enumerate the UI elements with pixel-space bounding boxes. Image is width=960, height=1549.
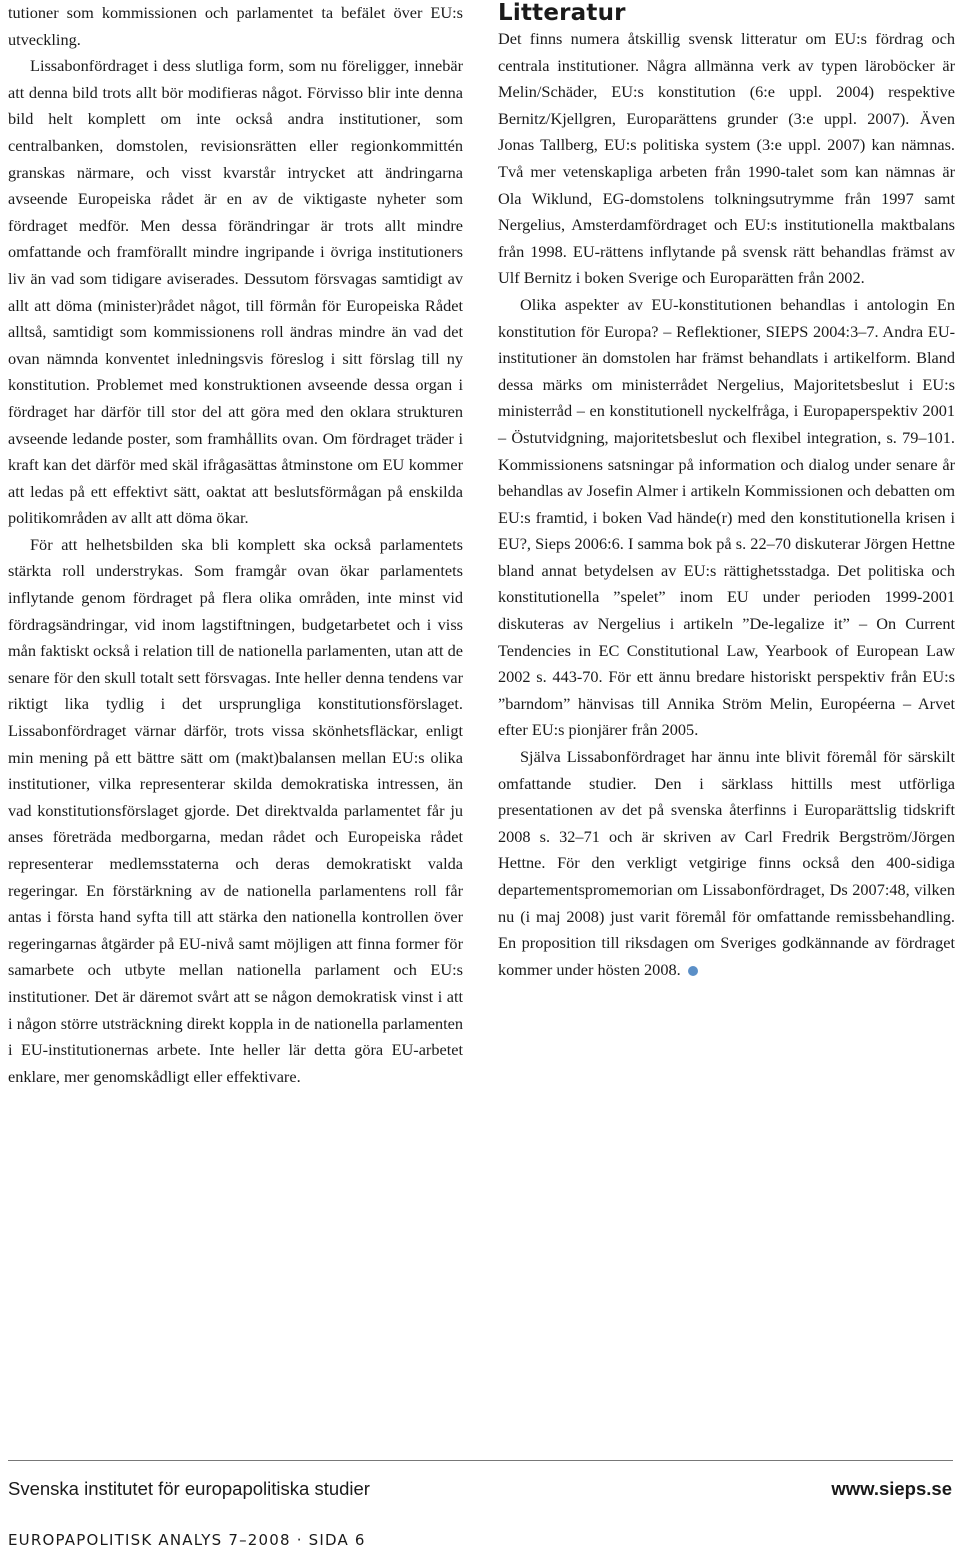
end-marker-icon — [688, 966, 698, 976]
section-heading: Litteratur — [498, 0, 626, 26]
footer-url-link[interactable]: www.sieps.se — [831, 1478, 952, 1499]
paragraph: tutioner som kommissionen och parlamentet ta befälet över EU:s utveckling. — [8, 3, 463, 49]
paragraph: Lissabonfördraget i dess slutliga form, som nu föreligger, innebär att denna bild trots allt bör modifieras något. Förvisso blir inte denna bild helt komplett om inte också andra institutioner, som centralbanken, domstolen, revisionsrätten eller regionkommittén granskas närmare, och visst kvarstår intrycket att ändringarna avseende Europeiska rådet är en av de viktigaste nyheter som fördraget medför. Men dessa förändringar är trots allt mindre omfattande och framförallt mindre ingripande i övriga institutioners liv än vad som tidigare aviserades. Dessutom försvagas samtidigt av allt att döma (minister)rådet något, till förmån för Europeiska Rådet alltså, samtidigt som kommissionens roll ändras mindre än vad det ovan nämnda konventet inledningsvis föreslog i sitt förslag till ny konstitution. Problemet med konstruktionen avseende dessa organ i fördraget har därför till stor del att göra med den oklara strukturen avseende ledande poster, som framhållits ovan. Om fördraget träder i kraft kan det därför med skäl ifrågasättas åtminstone om EU kommer att ledas på ett effektivt sätt, oaktat att beslutsförmågan på enskilda politikområden av allt att döma ökar. — [8, 56, 463, 528]
left-column — [8, 0, 463, 1090]
paragraph: Olika aspekter av EU-konstitutionen behandlas i antologin En konstitution för Europa? – Reflektioner, SIEPS 2004:3–7. Andra EU-institutioner än domstolen har främst behandlats i artikelform. Bland dessa märks om ministerrådet Nergelius, Majoritetsbeslut i EU:s ministerråd – en konstitutionell nyckelfråga, i Europaperspektiv 2001 – Östutvidgning, majoritetsbeslut och flexibel integration, s. 79–101. Kommissionens satsningar på information och dialog under senare år behandlas av Josefin Almer i artikeln Kommissionen och debatten om EU:s framtid, i boken Vad hände(r) med den konstitutionella krisen i EU?, Sieps 2006:6. I samma bok på s. 22–70 diskuterar Jörgen Hettne bland annat betydelsen av EU:s rättighetsstadga. Det politiska och konstitutionella ”spelet” inom EU under perioden 1999-2001 diskuteras av Nergelius i artikeln ”De-legalize it” – On Current Tendencies in EC Constitutional Law, Yearbook of European Law 2002 s. 443-70. För ett ännu bredare historiskt perspektiv från EU:s ”barndom” hänvisas till Annika Ström Melin, Européerna – Arvet efter EU:s pionjärer från 2005. — [498, 294, 955, 740]
running-footer: EUROPAPOLITISK ANALYS 7–2008 · SIDA 6 — [8, 1531, 366, 1549]
footer-institute: Svenska institutet för europapolitiska studier — [8, 1478, 370, 1499]
paragraph-text: Själva Lissabonfördraget har ännu inte blivit föremål för särskilt omfattande studier. Den i särklass hittills mest utförliga presentationen av det på svenska återfinns i Europarättslig tidskrift 2008 s. 32–71 och är skriven av Carl Fredrik Bergström/Jörgen Hettne. För den verkligt vetgirige finns också den 400-sidiga departementspromemorian om Lissabonfördraget, Ds 2007:48, vilken nu (i maj 2008) just varit föremål för omfattande remissbehandling. En proposition till riksdagen om Sveriges godkännande av fördraget kommer under hösten 2008. — [498, 747, 955, 979]
footer-divider — [8, 1460, 953, 1461]
paragraph: För att helhetsbilden ska bli komplett ska också parlamentets stärkta roll understrykas. Som framgår ovan ökar parlamentets inflytande genom fördraget på flera olika områden, inte minst vid fördragsändringar, vid inom lagstiftningen, budgetarbetet och i viss mån faktiskt också i relation till de nationella parlamenten, utan att de senare för den skull totalt sett försvagas. Inte heller denna tendens var riktigt lika tydlig i det ursprungliga konstitutionsförslaget. Lissabonfördraget värnar därför, trots vissa skönhetsfläckar, enligt min mening på ett bättre sätt om (makt)balansen mellan EU:s olika institutioner, vilka representerar skilda demokratiska intressen, än vad konstitutionsförslaget gjorde. Det direktvalda parlamentet får ju anses företräda medborgarna, medan rådet och Europeiska rådet representerar medlemsstaterna och deras demokratiskt valda regeringar. En förstärkning av de nationella parlamentens roll får antas i första hand syfta till att stärka den nationella kontrollen över regeringarnas åtgärder på EU-nivå samt möjligen att finna former för samarbete och utbyte mellan nationella parlament och EU:s institutioner. Det är däremot svårt att se någon demokratisk vinst i att i någon större utsträckning direkt koppla in de nationella parlamenten i EU-institutionernas arbete. Inte heller lär detta göra EU-arbetet enklare, mer genomskådligt eller effektivare. — [8, 534, 463, 1086]
right-column — [498, 0, 955, 983]
paragraph: Det finns numera åtskillig svensk litteratur om EU:s fördrag och centrala institutioner. Några allmänna verk av typen läroböcker är Melin/Schäder, EU:s konstitution (6:e uppl. 2004) respektive Bernitz/Kjellgren, Europarättens grunder (3:e uppl. 2007). Även Jonas Tallberg, EU:s politiska system (3:e uppl. 2007) kan nämnas. Två mer vetenskapliga arbeten från 1990-talet som kan nämnas är Ola Wiklund, EG-domstolens tolkningsutrymme från 1997 samt Nergelius, Amsterdamfördraget och EU:s institutionella maktbalans från 1998. EU-rättens inflytande på svensk rätt behandlas främst av Ulf Bernitz i boken Sverige och Europarätten från 2002. — [498, 29, 955, 288]
paragraph — [498, 744, 955, 983]
